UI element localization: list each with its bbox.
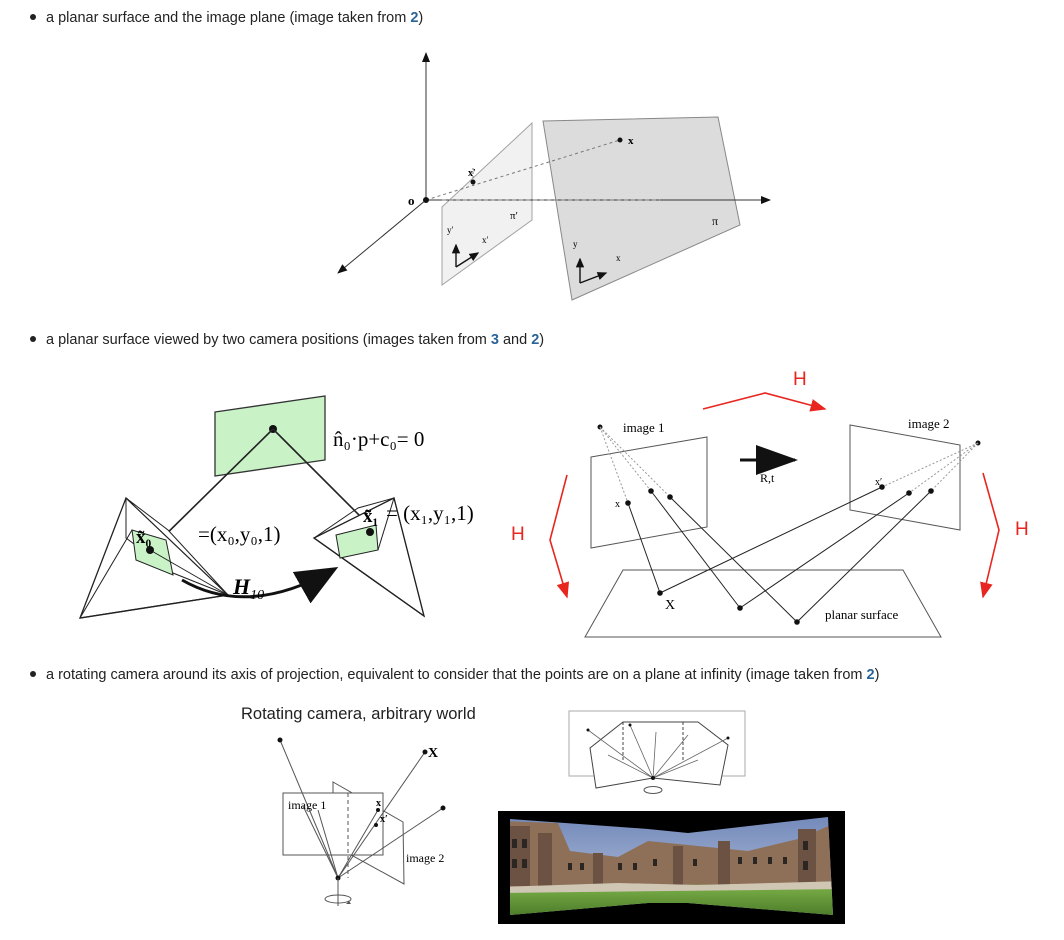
image-2-plane [850,425,960,530]
bullet-item-3 [30,666,879,684]
figure-homography-two-images [505,365,1045,640]
homography-h10-label: $H_{10}$ [233,574,265,603]
rotating-camera-title: Rotating camera, arbitrary world [241,705,476,723]
reference-link-3[interactable]: 3 [490,332,499,348]
axis-depth [338,200,426,273]
figure-rotating-camera [238,700,508,915]
point-x-label: x [628,135,634,147]
world-point-X: X [665,598,676,613]
plane-pi [543,117,740,300]
point-x-prime-label: x′ [468,168,476,179]
figure-rotating-top-view [568,710,746,802]
x1-coordinates: = (x₁,y₁,1) [386,501,474,525]
image-2-label: image 2 [406,851,445,865]
x0-coordinates: =(x₀,y₀,1) [198,522,281,546]
figure-planar-image-plane [330,45,780,310]
bullet-dot [30,14,36,20]
plane-equation: n̂₀·p+c₀= 0 [333,427,425,451]
reference-link-2[interactable]: 2 [531,332,540,348]
bullet-dot [30,671,36,677]
point-x-prime-image2: x′ [875,477,883,488]
x1-tilde-label: x̃₁ [363,506,379,527]
world-point-X: X [428,746,439,761]
x-axis-label: x [616,253,621,263]
figure-two-cameras-plane [78,390,533,625]
homography-label-right: H [1015,519,1029,540]
origin-label: o [408,193,415,208]
bullet-text: a planar surface viewed by two camera positions (images taken from [46,332,491,348]
planar-surface-label: planar surface [825,607,899,622]
y-axis-label: y [573,239,578,249]
rotation-translation-label: R,t [760,471,775,485]
image-1-label: image 1 [288,798,327,812]
image-2-label: image 2 [908,416,950,431]
point-x-image1: x [615,499,620,510]
homography-label-top: H [793,369,807,390]
bullet-text-end: ) [539,332,545,348]
rotation-icon [644,787,662,794]
pi-label: π [712,214,719,228]
planar-surface [585,570,941,637]
x-prime-axis-label: x′ [482,235,489,245]
bullet-text: a planar surface and the image plane (image taken from [46,10,411,26]
y-prime-axis-label: y′ [447,225,454,235]
x0-tilde-label: x̃₀ [136,527,152,548]
bullet-text-end: ) [874,667,880,683]
pi-prime-label: π′ [510,210,518,222]
reference-link-2[interactable]: 2 [866,667,875,683]
panorama-photo [498,811,845,924]
bullet-item-2 [30,331,544,349]
image-1-label: image 1 [623,420,665,435]
left-camera [80,498,228,618]
bullet-text-end: ) [418,10,424,26]
bullet-text-mid: and [498,332,532,348]
bullet-text: a rotating camera around its axis of projection, equivalent to consider that the points are on a plane at infinity (image taken from [46,667,867,683]
bullet-item-1 [30,9,423,27]
reference-link-2[interactable]: 2 [410,10,419,26]
homography-label-left: H [511,524,525,545]
point-x-prime-label: x′ [380,814,388,825]
bullet-dot [30,336,36,342]
point-x-label: x [376,798,381,809]
